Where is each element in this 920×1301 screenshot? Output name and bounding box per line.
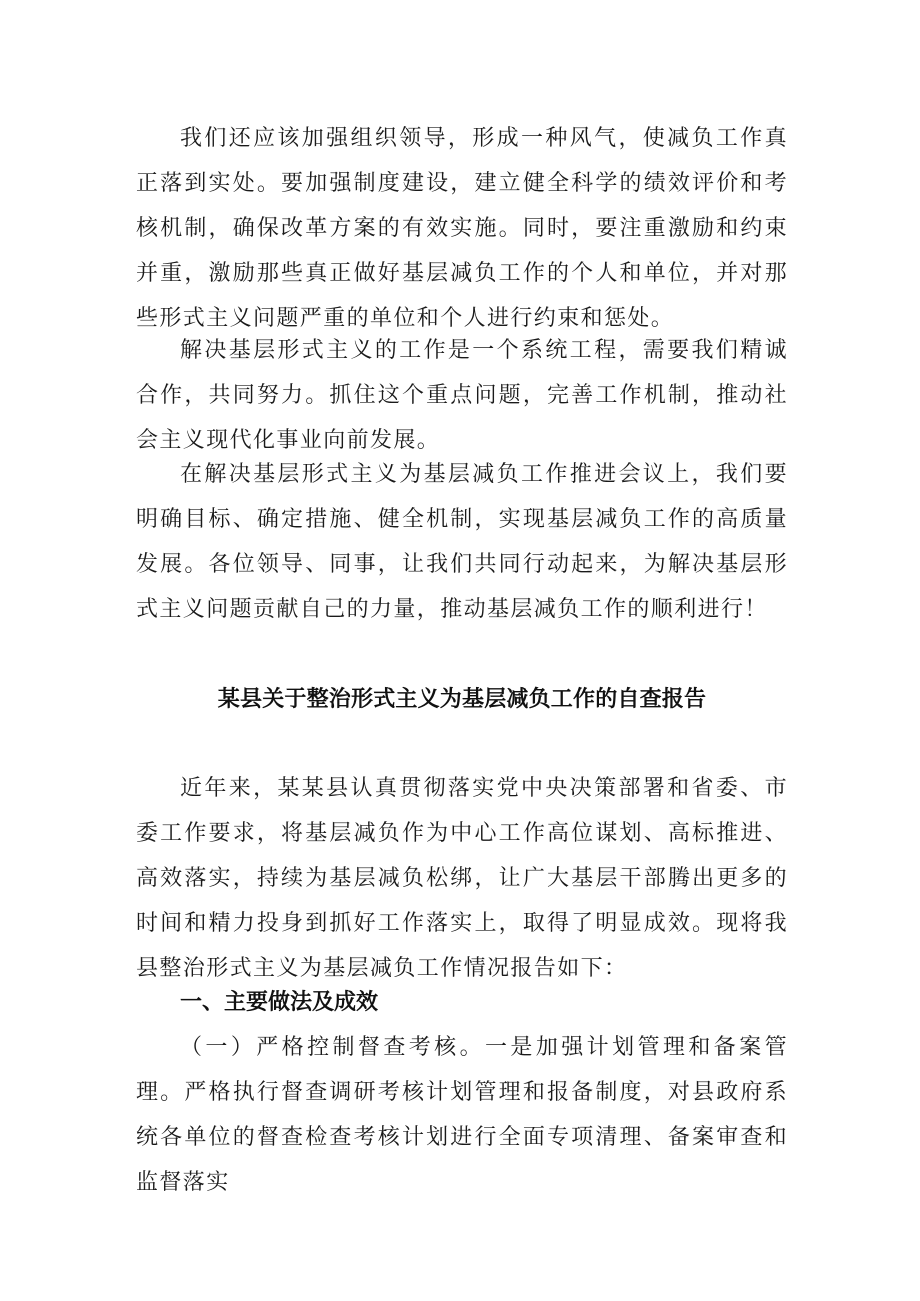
paragraph-leadership: 我们还应该加强组织领导，形成一种风气，使减负工作真正落到实处。要加强制度建设，建立健全科学的绩效评价和考核机制，确保改革方案的有效实施。同时，要注重激励和约束并重，激励那些真正做好基层减负工作的个人和单位，并对那些形式主义问题严重的单位和个人进行约束和惩处。: [136, 126, 788, 331]
report-intro-paragraph: 近年来，某某县认真贯彻落实党中央决策部署和省委、市委工作要求，将基层减负作为中心工作高位谋划、高标推进、高效落实，持续为基层减负松绑，让广大基层干部腾出更多的时间和精力投身到抓好工作落实上，取得了明显成效。现将我县整治形式主义为基层减负工作情况报告如下：: [136, 776, 788, 981]
section-paragraph-supervision: （一）严格控制督查考核。一是加强计划管理和备案管理。严格执行督查调研考核计划管理和报备制度，对县政府系统各单位的督查检查考核计划进行全面专项清理、备案审查和监督落实: [136, 1035, 788, 1195]
report-title: 某县关于整治形式主义为基层减负工作的自查报告: [217, 687, 707, 712]
section-heading-main-practices: 一、主要做法及成效: [180, 990, 379, 1015]
paragraph-system-engineering: 解决基层形式主义的工作是一个系统工程，需要我们精诚合作，共同努力。抓住这个重点问题，完善工作机制，推动社会主义现代化事业向前发展。: [136, 338, 788, 453]
paragraph-closing-call: 在解决基层形式主义为基层减负工作推进会议上，我们要明确目标、确定措施、健全机制，实现基层减负工作的高质量发展。各位领导、同事，让我们共同行动起来，为解决基层形式主义问题贡献自己的力量，推动基层减负工作的顺利进行！: [136, 462, 788, 622]
